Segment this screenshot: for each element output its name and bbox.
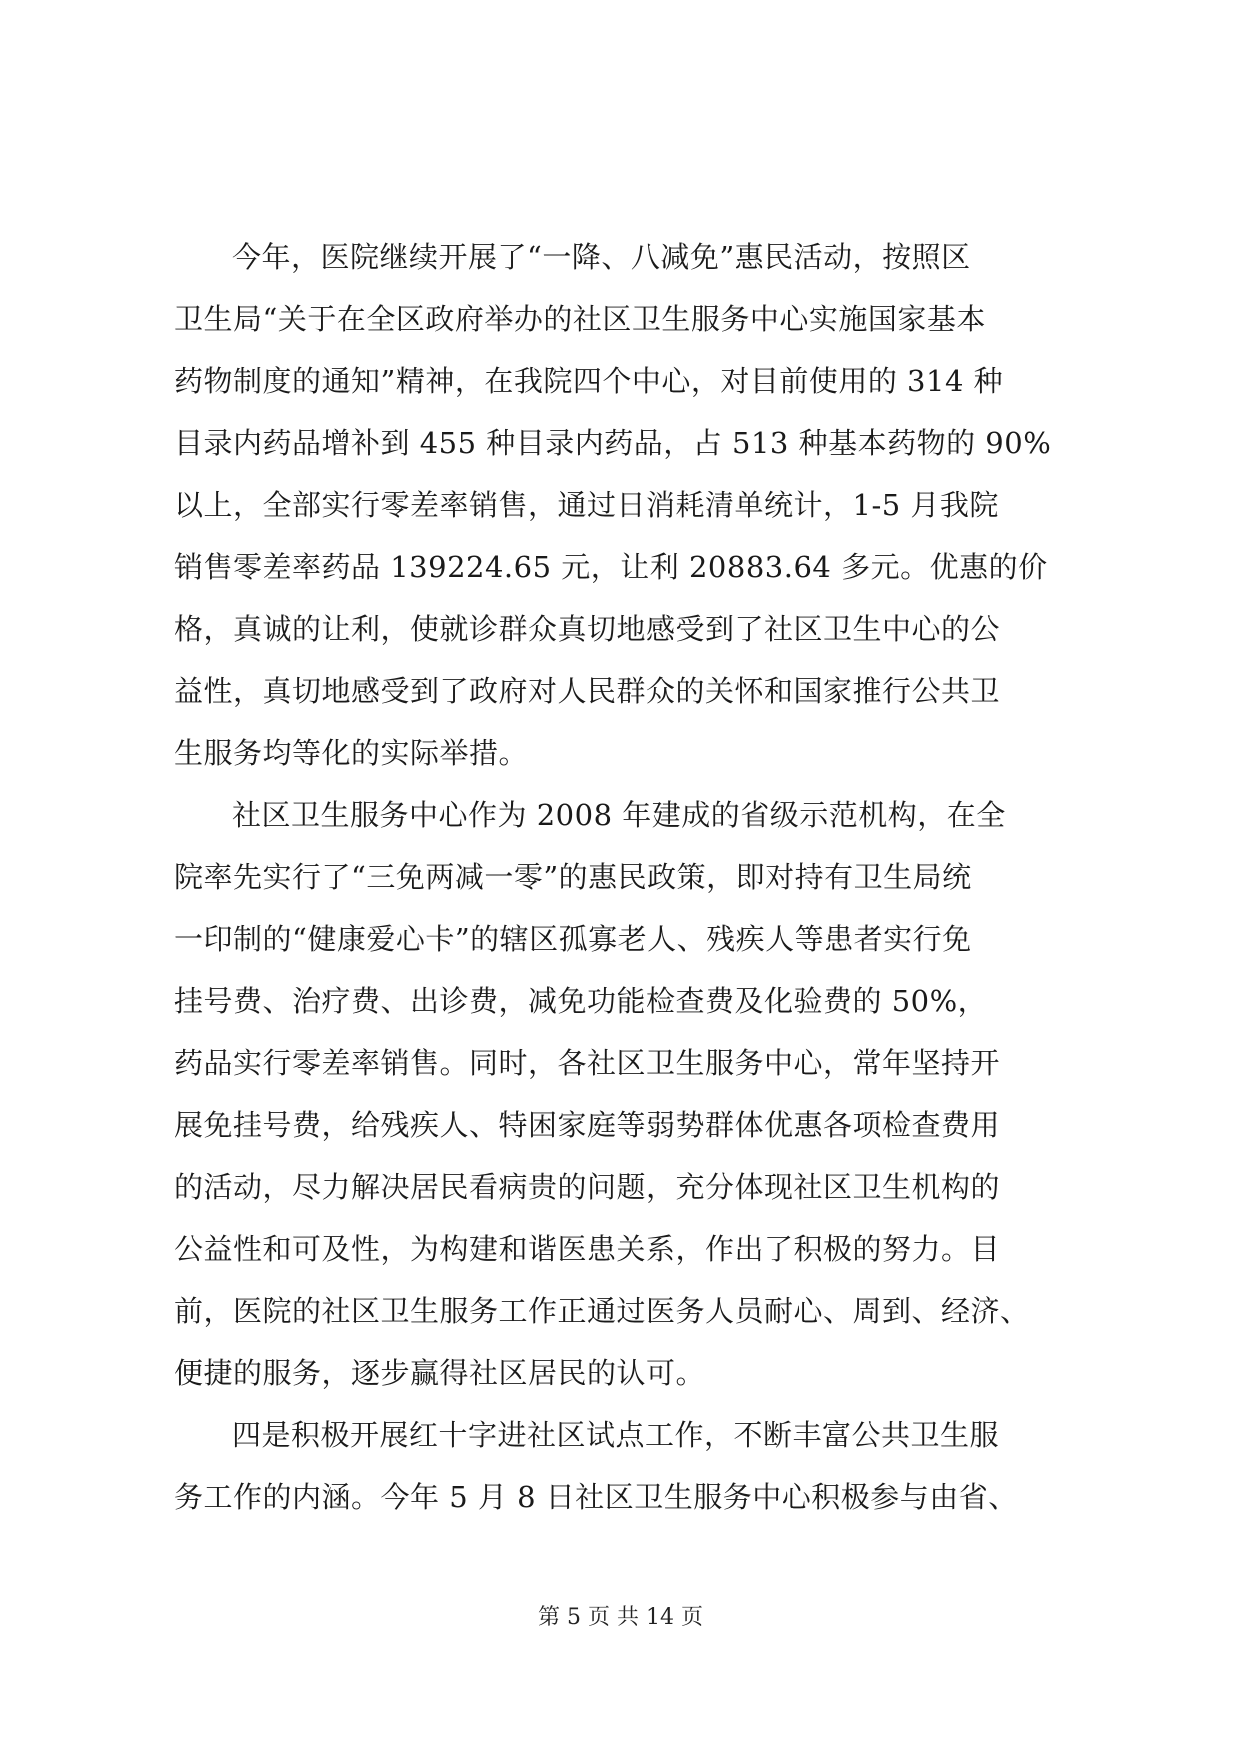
paragraph-line: 挂号费、治疗费、出诊费，减免功能检查费及化验费的 50%， [174,984,988,1018]
paragraph-line: 院率先实行了“三免两减一零”的惠民政策，即对持有卫生局统 [174,860,972,894]
paragraph-line: 药品实行零差率销售。同时，各社区卫生服务中心，常年坚持开 [174,1046,1001,1080]
paragraph-1 [174,226,1074,784]
paragraph-line: 四是积极开展红十字进社区试点工作，不断丰富公共卫生服 [232,1418,1000,1452]
paragraph-line: 社区卫生服务中心作为 2008 年建成的省级示范机构，在全 [232,798,1006,832]
paragraph-line: 前，医院的社区卫生服务工作正通过医务人员耐心、周到、经济、 [174,1294,1030,1328]
paragraph-line: 展免挂号费，给残疾人、特困家庭等弱势群体优惠各项检查费用 [174,1108,1001,1142]
document-body [174,226,1074,1528]
paragraph-line: 公益性和可及性，为构建和谐医患关系，作出了积极的努力。目 [174,1232,1001,1266]
paragraph-line: 销售零差率药品 139224.65 元，让利 20883.64 多元。优惠的价 [174,550,1048,584]
paragraph-line: 今年，医院继续开展了“一降、八减免”惠民活动，按照区 [232,240,971,274]
paragraph-line: 药物制度的通知”精神，在我院四个中心，对目前使用的 314 种 [174,364,1004,398]
paragraph-line: 一印制的“健康爱心卡”的辖区孤寡老人、残疾人等患者实行免 [174,922,972,956]
paragraph-line: 生服务均等化的实际举措。 [174,736,529,770]
paragraph-line: 目录内药品增补到 455 种目录内药品，占 513 种基本药物的 90% [174,426,1052,460]
paragraph-line: 益性，真切地感受到了政府对人民群众的关怀和国家推行公共卫 [174,674,1001,708]
paragraph-line: 务工作的内涵。今年 5 月 8 日社区卫生服务中心积极参与由省、 [174,1480,1018,1514]
paragraph-line: 卫生局“关于在全区政府举办的社区卫生服务中心实施国家基本 [174,302,986,336]
paragraph-line: 的活动，尽力解决居民看病贵的问题，充分体现社区卫生机构的 [174,1170,1001,1204]
paragraph-line: 以上，全部实行零差率销售，通过日消耗清单统计，1-5 月我院 [174,488,999,522]
paragraph-3 [174,1404,1074,1528]
paragraph-line: 格，真诚的让利，使就诊群众真切地感受到了社区卫生中心的公 [174,612,1001,646]
paragraph-2 [174,784,1074,1404]
page-number-footer: 第 5 页 共 14 页 [538,1605,703,1630]
paragraph-line: 便捷的服务，逐步赢得社区居民的认可。 [174,1356,706,1390]
